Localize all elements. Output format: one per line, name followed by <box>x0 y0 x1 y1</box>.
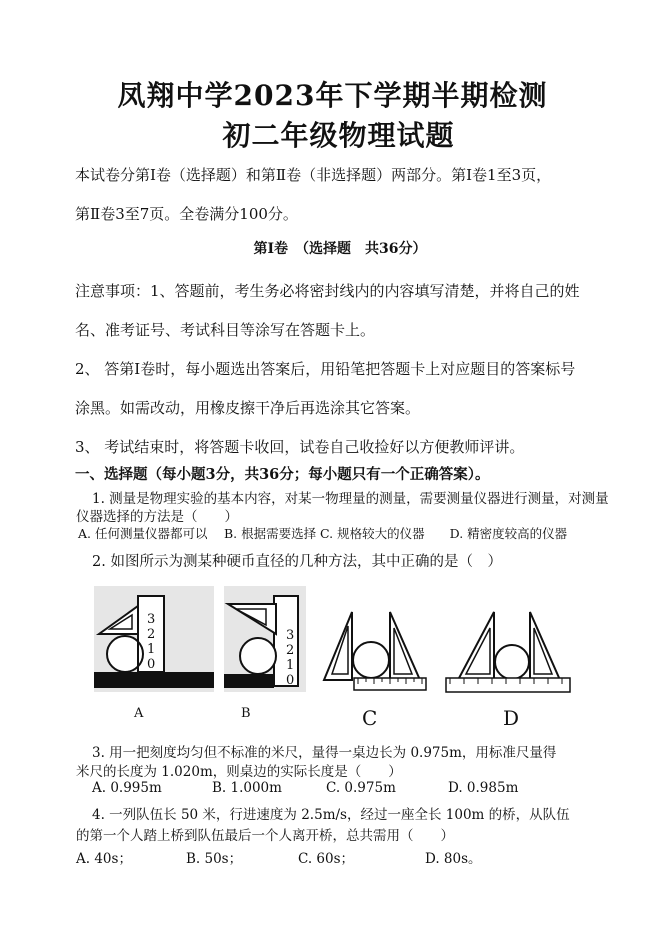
figure-b-ruler-1: 1 <box>286 658 295 673</box>
q4-option-c: C. 60s； <box>298 851 355 867</box>
figure-d <box>442 604 574 694</box>
figure-a-label: A <box>134 706 144 721</box>
q4-option-d: D. 80s。 <box>425 851 482 867</box>
q4-option-a: A. 40s； <box>76 851 132 867</box>
figure-a-ruler-0: 0 <box>147 657 156 672</box>
figure-b-ruler-2: 2 <box>286 643 295 658</box>
q4-stem-line1: 4. 一列队伍长 50 米，行进速度为 2.5m/s，经过一座全长 100m 的桥，从队伍 <box>92 807 570 823</box>
q3-stem-line2: 米尺的长度为 1.020m，则桌边的实际长度是（ ） <box>76 764 402 780</box>
q1-options: A. 任何测量仪器都可以 B. 根据需要选择 C. 规格较大的仪器 D. 精密度较高的仪器 <box>78 526 568 541</box>
q3-option-b: B. 1.000m <box>212 780 282 796</box>
notes-2-line2: 涂黑。如需改动，用橡皮擦干净后再选涂其它答案。 <box>75 399 421 417</box>
q4-option-b: B. 50s； <box>186 851 243 867</box>
notes-1-line1: 注意事项：1、答题前，考生务必将密封线内的内容填写清楚，并将自己的姓 <box>75 282 580 300</box>
figure-a-ruler-3: 3 <box>147 612 156 627</box>
notes-3-line1: 3、 考试结束时，将答题卡收回，试卷自己收捡好以方便教师评讲。 <box>75 438 525 456</box>
intro-line2: 第Ⅱ卷3至7页。全卷满分100分。 <box>75 205 298 223</box>
q2-stem: 2. 如图所示为测某种硬币直径的几种方法，其中正确的是（ ） <box>92 554 502 570</box>
section1-heading: 第Ⅰ卷 （选择题 共36分） <box>253 241 427 257</box>
q3-stem-line1: 3. 用一把刻度均匀但不标准的米尺，量得一桌边长为 0.975m，用标准尺量得 <box>92 745 557 761</box>
intro-line1: 本试卷分第Ⅰ卷（选择题）和第Ⅱ卷（非选择题）两部分。第Ⅰ卷1至3页， <box>75 166 552 184</box>
figure-a-ruler-1: 1 <box>147 642 156 657</box>
notes-1-line2: 名、准考证号、考试科目等涂写在答题卡上。 <box>75 321 376 339</box>
figure-b-ruler-0: 0 <box>286 673 295 688</box>
figure-b-label: B <box>241 706 251 721</box>
figure-a-ruler-2: 2 <box>147 627 156 642</box>
figure-c-label: C <box>362 706 378 730</box>
q3-option-c: C. 0.975m <box>326 780 396 796</box>
part1-heading: 一、选择题（每小题3分，共36分；每小题只有一个正确答案）。 <box>75 466 490 483</box>
q4-stem-line2: 的第一个人踏上桥到队伍最后一个人离开桥，总共需用（ ） <box>76 828 454 844</box>
q1-stem-line2: 仪器选择的方法是（ ） <box>76 509 238 525</box>
exam-title-line1: 凤翔中学2023年下学期半期检测 <box>117 79 548 112</box>
figure-d-label: D <box>503 706 520 730</box>
q1-stem-line1: 1. 测量是物理实验的基本内容，对某一物理量的测量，需要测量仪器进行测量，对测量 <box>92 491 609 507</box>
figure-b-ruler-3: 3 <box>286 628 295 643</box>
q3-option-a: A. 0.995m <box>92 780 162 796</box>
q3-option-d: D. 0.985m <box>448 780 519 796</box>
exam-title-line2: 初二年级物理试题 <box>222 119 455 152</box>
figure-c <box>318 604 430 694</box>
notes-2-line1: 2、 答第Ⅰ卷时，每小题选出答案后，用铅笔把答题卡上对应题目的答案标号 <box>75 360 576 378</box>
